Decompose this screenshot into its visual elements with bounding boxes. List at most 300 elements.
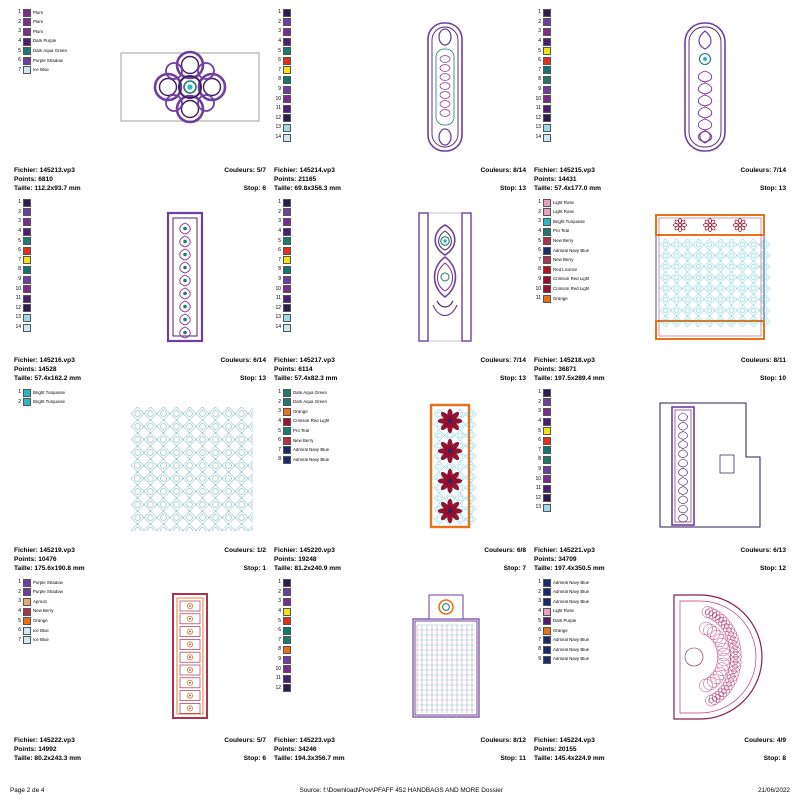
legend-row: [534, 217, 630, 227]
legend-index: 2: [538, 398, 541, 405]
legend-index: 4: [18, 228, 21, 235]
size-value: 197.5x289.4 mm: [554, 375, 605, 383]
file-value: 145217.vp3: [299, 357, 335, 365]
design-body: [274, 8, 526, 165]
legend-index: 6: [538, 247, 541, 254]
color-swatch: [543, 579, 551, 587]
legend-index: 9: [278, 276, 281, 283]
caption-right: [744, 737, 786, 764]
legend-row: [14, 578, 110, 588]
stop-value: 1: [262, 565, 266, 573]
points-label: Points:: [274, 746, 297, 754]
legend-index: 12: [275, 684, 281, 691]
points-line: [14, 176, 81, 185]
stop-value: 10: [778, 375, 786, 383]
legend-color-name: Admiral Navy Blue: [553, 590, 590, 595]
legend-row: [274, 56, 360, 66]
size-value: 69.8x356.3 mm: [294, 185, 341, 193]
legend-row: [14, 256, 100, 266]
design-artwork: [634, 198, 786, 355]
spacer-line: [224, 556, 266, 565]
legend-row: [534, 27, 620, 37]
color-legend: [534, 8, 620, 142]
legend-index: 7: [278, 256, 281, 263]
legend-index: 13: [275, 314, 281, 321]
size-value: 175.6x190.8 mm: [34, 565, 85, 573]
legend-index: 12: [275, 114, 281, 121]
spacer-line: [224, 746, 266, 755]
stop-line: [741, 185, 786, 194]
file-value: 145215.vp3: [559, 167, 595, 175]
size-line: [274, 375, 337, 384]
legend-index: 1: [538, 389, 541, 396]
legend-row: [14, 323, 100, 333]
size-value: 57.4x82.3 mm: [294, 375, 338, 383]
color-swatch: [543, 475, 551, 483]
footer-page-number: Page 2 de 4: [10, 787, 45, 794]
legend-row: [534, 8, 620, 18]
legend-index: 7: [18, 636, 21, 643]
legend-index: 3: [18, 218, 21, 225]
color-swatch: [283, 114, 291, 122]
legend-color-name: Crimson Red Light: [293, 419, 330, 424]
file-value: 145219.vp3: [39, 547, 75, 555]
legend-color-name: Ice Blue: [33, 638, 49, 643]
color-swatch: [283, 627, 291, 635]
legend-row: [274, 8, 360, 18]
color-swatch: [283, 66, 291, 74]
color-swatch: [23, 304, 31, 312]
legend-color-name: Admiral Navy Blue: [293, 448, 330, 453]
legend-color-name: Dark Aqua Green: [293, 390, 327, 395]
points-line: [14, 746, 81, 755]
design-caption: [14, 735, 266, 764]
color-legend: [274, 578, 360, 693]
caption-left: [534, 737, 605, 764]
legend-index: 7: [278, 636, 281, 643]
legend-index: 1: [278, 9, 281, 16]
legend-color-name: Apricot: [33, 599, 47, 604]
legend-row: [534, 94, 620, 104]
points-label: Points:: [534, 746, 557, 754]
colors-label: Couleurs:: [744, 737, 775, 745]
legend-row: [534, 56, 620, 66]
design-body: [14, 388, 266, 545]
legend-color-name: Light Rose: [553, 609, 574, 614]
legend-index: 7: [278, 66, 281, 73]
points-label: Points:: [14, 746, 37, 754]
color-swatch: [543, 208, 551, 216]
legend-index: 3: [278, 218, 281, 225]
spacer-line: [744, 746, 786, 755]
design-body: [274, 388, 526, 545]
legend-index: 4: [18, 38, 21, 45]
legend-index: 6: [538, 627, 541, 634]
color-swatch: [283, 446, 291, 454]
color-swatch: [543, 124, 551, 132]
points-line: [534, 746, 605, 755]
colors-label: Couleurs:: [224, 167, 255, 175]
legend-color-name: Ice Blue: [33, 628, 49, 633]
legend-row: [274, 227, 360, 237]
legend-row: [274, 114, 360, 124]
color-swatch: [283, 427, 291, 435]
color-swatch: [23, 598, 31, 606]
caption-left: [274, 547, 341, 574]
color-swatch: [543, 646, 551, 654]
color-swatch: [23, 256, 31, 264]
color-swatch: [543, 598, 551, 606]
legend-color-name: New Berry: [553, 238, 574, 243]
legend-row: [274, 275, 360, 285]
color-legend: [534, 388, 620, 513]
stop-value: 6: [262, 755, 266, 763]
legend-index: 11: [15, 295, 21, 302]
legend-index: 6: [278, 627, 281, 634]
design-artwork: [364, 578, 526, 735]
spacer-line: [741, 556, 786, 565]
stop-label: Stop:: [759, 375, 777, 383]
legend-index: 6: [18, 57, 21, 64]
legend-row: [14, 588, 110, 598]
color-swatch: [543, 256, 551, 264]
color-swatch: [543, 617, 551, 625]
design-body: [534, 388, 786, 545]
legend-row: [534, 636, 630, 646]
legend-index: 9: [538, 86, 541, 93]
color-swatch: [283, 47, 291, 55]
design-artwork: [374, 388, 526, 545]
color-swatch: [543, 86, 551, 94]
color-swatch: [283, 105, 291, 113]
stop-line: [481, 375, 526, 384]
color-legend: [14, 8, 110, 75]
legend-index: 8: [278, 646, 281, 653]
stop-value: 7: [522, 565, 526, 573]
legend-row: [534, 227, 630, 237]
spacer-line: [221, 366, 266, 375]
color-swatch: [283, 418, 291, 426]
size-label: Taille:: [274, 375, 293, 383]
caption-left: [534, 547, 605, 574]
legend-row: [274, 217, 360, 227]
legend-row: [534, 265, 630, 275]
color-swatch: [23, 247, 31, 255]
color-swatch: [23, 199, 31, 207]
legend-row: [534, 494, 620, 504]
stop-value: 12: [778, 565, 786, 573]
points-value: 6810: [38, 176, 53, 184]
color-swatch: [543, 466, 551, 474]
legend-color-name: Orange: [33, 618, 48, 623]
legend-row: [534, 236, 630, 246]
legend-color-name: Admiral Navy Blue: [553, 248, 590, 253]
color-swatch: [543, 134, 551, 142]
legend-index: 11: [535, 295, 541, 302]
legend-index: 9: [278, 86, 281, 93]
caption-left: [534, 357, 605, 384]
color-swatch: [543, 38, 551, 46]
legend-row: [14, 246, 100, 256]
colors-line: [224, 547, 266, 556]
colors-label: Couleurs:: [224, 737, 255, 745]
legend-color-name: Orange: [293, 409, 308, 414]
color-swatch: [23, 237, 31, 245]
legend-row: [274, 284, 360, 294]
colors-label: Couleurs:: [480, 357, 512, 365]
color-swatch: [543, 418, 551, 426]
legend-row: [14, 626, 110, 636]
colors-label: Couleurs:: [740, 547, 772, 555]
colors-line: [224, 737, 266, 746]
legend-row: [274, 304, 360, 314]
legend-index: 10: [275, 665, 281, 672]
points-line: [274, 176, 341, 185]
legend-index: 2: [538, 18, 541, 25]
color-swatch: [283, 256, 291, 264]
legend-row: [534, 66, 620, 76]
colors-value: 1/2: [256, 547, 266, 555]
legend-row: [274, 578, 360, 588]
color-swatch: [283, 218, 291, 226]
stop-label: Stop:: [759, 565, 777, 573]
colors-value: 6/8: [516, 547, 526, 555]
file-value: 145216.vp3: [39, 357, 75, 365]
colors-label: Couleurs:: [480, 737, 512, 745]
color-legend: [534, 578, 630, 664]
file-line: [534, 737, 605, 746]
size-label: Taille:: [534, 755, 553, 763]
color-swatch: [283, 656, 291, 664]
color-swatch: [23, 266, 31, 274]
color-swatch: [23, 314, 31, 322]
legend-index: 6: [18, 627, 21, 634]
legend-row: [534, 465, 620, 475]
design-caption: [274, 735, 526, 764]
legend-row: [534, 114, 620, 124]
legend-row: [274, 455, 370, 465]
legend-row: [14, 46, 110, 56]
legend-index: 14: [15, 324, 21, 331]
legend-row: [534, 294, 630, 304]
legend-index: 3: [278, 598, 281, 605]
stop-line: [481, 755, 526, 764]
size-line: [274, 755, 345, 764]
file-value: 145224.vp3: [559, 737, 595, 745]
legend-row: [534, 37, 620, 47]
file-label: Fichier:: [534, 167, 558, 175]
legend-row: [274, 198, 360, 208]
design-cell: [270, 196, 530, 386]
color-swatch: [283, 38, 291, 46]
legend-row: [14, 8, 110, 18]
design-caption: [14, 165, 266, 194]
legend-index: 7: [538, 66, 541, 73]
color-swatch: [543, 28, 551, 36]
legend-index: 5: [18, 237, 21, 244]
design-artwork: [364, 8, 526, 165]
legend-row: [534, 133, 620, 143]
legend-index: 4: [278, 38, 281, 45]
legend-color-name: New Berry: [553, 258, 574, 263]
design-artwork: [114, 8, 266, 165]
color-swatch: [23, 208, 31, 216]
color-swatch: [283, 199, 291, 207]
caption-right: [741, 357, 786, 384]
legend-row: [274, 123, 360, 133]
size-line: [534, 565, 605, 574]
legend-index: 3: [278, 28, 281, 35]
color-swatch: [283, 456, 291, 464]
color-swatch: [283, 208, 291, 216]
legend-row: [274, 236, 360, 246]
stop-line: [741, 565, 786, 574]
color-swatch: [283, 76, 291, 84]
color-swatch: [543, 114, 551, 122]
legend-row: [14, 208, 100, 218]
legend-index: 13: [15, 314, 21, 321]
color-legend: [274, 8, 360, 142]
legend-row: [534, 284, 630, 294]
color-swatch: [23, 389, 31, 397]
legend-index: 1: [18, 579, 21, 586]
legend-color-name: Admiral Navy Blue: [553, 599, 590, 604]
legend-row: [534, 645, 630, 655]
legend-row: [534, 484, 620, 494]
color-swatch: [543, 237, 551, 245]
size-value: 197.4x350.5 mm: [554, 565, 605, 573]
stop-line: [484, 565, 526, 574]
size-value: 80.2x243.3 mm: [34, 755, 81, 763]
legend-color-name: Orange: [553, 628, 568, 633]
legend-row: [534, 597, 630, 607]
file-value: 145220.vp3: [299, 547, 335, 555]
stop-line: [224, 565, 266, 574]
spacer-line: [224, 176, 266, 185]
file-label: Fichier:: [274, 547, 298, 555]
file-line: [534, 547, 605, 556]
legend-row: [534, 246, 630, 256]
legend-row: [274, 616, 360, 626]
stop-line: [481, 185, 526, 194]
color-swatch: [543, 266, 551, 274]
colors-line: [741, 167, 786, 176]
spacer-line: [741, 366, 786, 375]
legend-index: 6: [278, 247, 281, 254]
colors-line: [481, 167, 526, 176]
legend-index: 8: [278, 456, 281, 463]
legend-index: 8: [278, 76, 281, 83]
colors-label: Couleurs:: [740, 357, 772, 365]
color-swatch: [283, 237, 291, 245]
stop-label: Stop:: [239, 375, 257, 383]
size-line: [534, 755, 605, 764]
legend-row: [14, 227, 100, 237]
legend-row: [14, 284, 100, 294]
color-swatch: [283, 588, 291, 596]
legend-color-name: Crimson Red Light: [553, 277, 590, 282]
color-swatch: [283, 124, 291, 132]
design-body: [14, 198, 266, 355]
file-value: 145221.vp3: [559, 547, 595, 555]
colors-line: [481, 737, 526, 746]
legend-row: [14, 388, 110, 398]
file-line: [274, 547, 341, 556]
design-caption: [534, 545, 786, 574]
legend-row: [274, 323, 360, 333]
spacer-line: [481, 176, 526, 185]
colors-label: Couleurs:: [220, 357, 252, 365]
color-swatch: [23, 627, 31, 635]
color-swatch: [283, 86, 291, 94]
colors-value: 5/7: [256, 167, 266, 175]
page-footer: [10, 787, 790, 794]
caption-left: [534, 167, 601, 194]
legend-color-name: Purple Shadow: [33, 58, 63, 63]
legend-row: [14, 198, 100, 208]
file-value: 145218.vp3: [559, 357, 595, 365]
legend-index: 7: [18, 256, 21, 263]
caption-right: [221, 357, 266, 384]
spacer-line: [741, 176, 786, 185]
size-line: [14, 755, 81, 764]
points-value: 34709: [558, 556, 577, 564]
legend-color-name: Crimson Red Light: [553, 286, 590, 291]
size-label: Taille:: [14, 185, 33, 193]
legend-index: 3: [538, 218, 541, 225]
legend-row: [274, 46, 360, 56]
legend-index: 4: [538, 228, 541, 235]
legend-index: 14: [535, 134, 541, 141]
legend-index: 3: [278, 408, 281, 415]
points-line: [534, 366, 605, 375]
legend-row: [534, 417, 620, 427]
legend-index: 2: [278, 398, 281, 405]
legend-row: [14, 236, 100, 246]
colors-label: Couleurs:: [740, 167, 772, 175]
legend-index: 7: [538, 256, 541, 263]
file-label: Fichier:: [534, 547, 558, 555]
points-label: Points:: [534, 366, 557, 374]
color-swatch: [543, 95, 551, 103]
legend-row: [534, 607, 630, 617]
points-line: [14, 556, 85, 565]
size-label: Taille:: [534, 185, 553, 193]
stop-label: Stop:: [759, 185, 777, 193]
color-swatch: [23, 28, 31, 36]
legend-row: [534, 616, 630, 626]
legend-index: 5: [538, 237, 541, 244]
color-swatch: [543, 228, 551, 236]
points-line: [274, 746, 345, 755]
color-swatch: [23, 66, 31, 74]
size-value: 112.2x93.7 mm: [34, 185, 81, 193]
legend-row: [14, 66, 110, 76]
caption-right: [481, 357, 526, 384]
caption-right: [481, 167, 526, 194]
design-caption: [274, 355, 526, 384]
legend-row: [14, 294, 100, 304]
legend-row: [274, 684, 360, 694]
colors-line: [224, 167, 266, 176]
legend-color-name: Purple Shadow: [33, 580, 63, 585]
legend-row: [14, 56, 110, 66]
color-swatch: [543, 494, 551, 502]
color-swatch: [283, 9, 291, 17]
size-line: [534, 185, 601, 194]
design-body: [274, 578, 526, 735]
legend-row: [14, 37, 110, 47]
